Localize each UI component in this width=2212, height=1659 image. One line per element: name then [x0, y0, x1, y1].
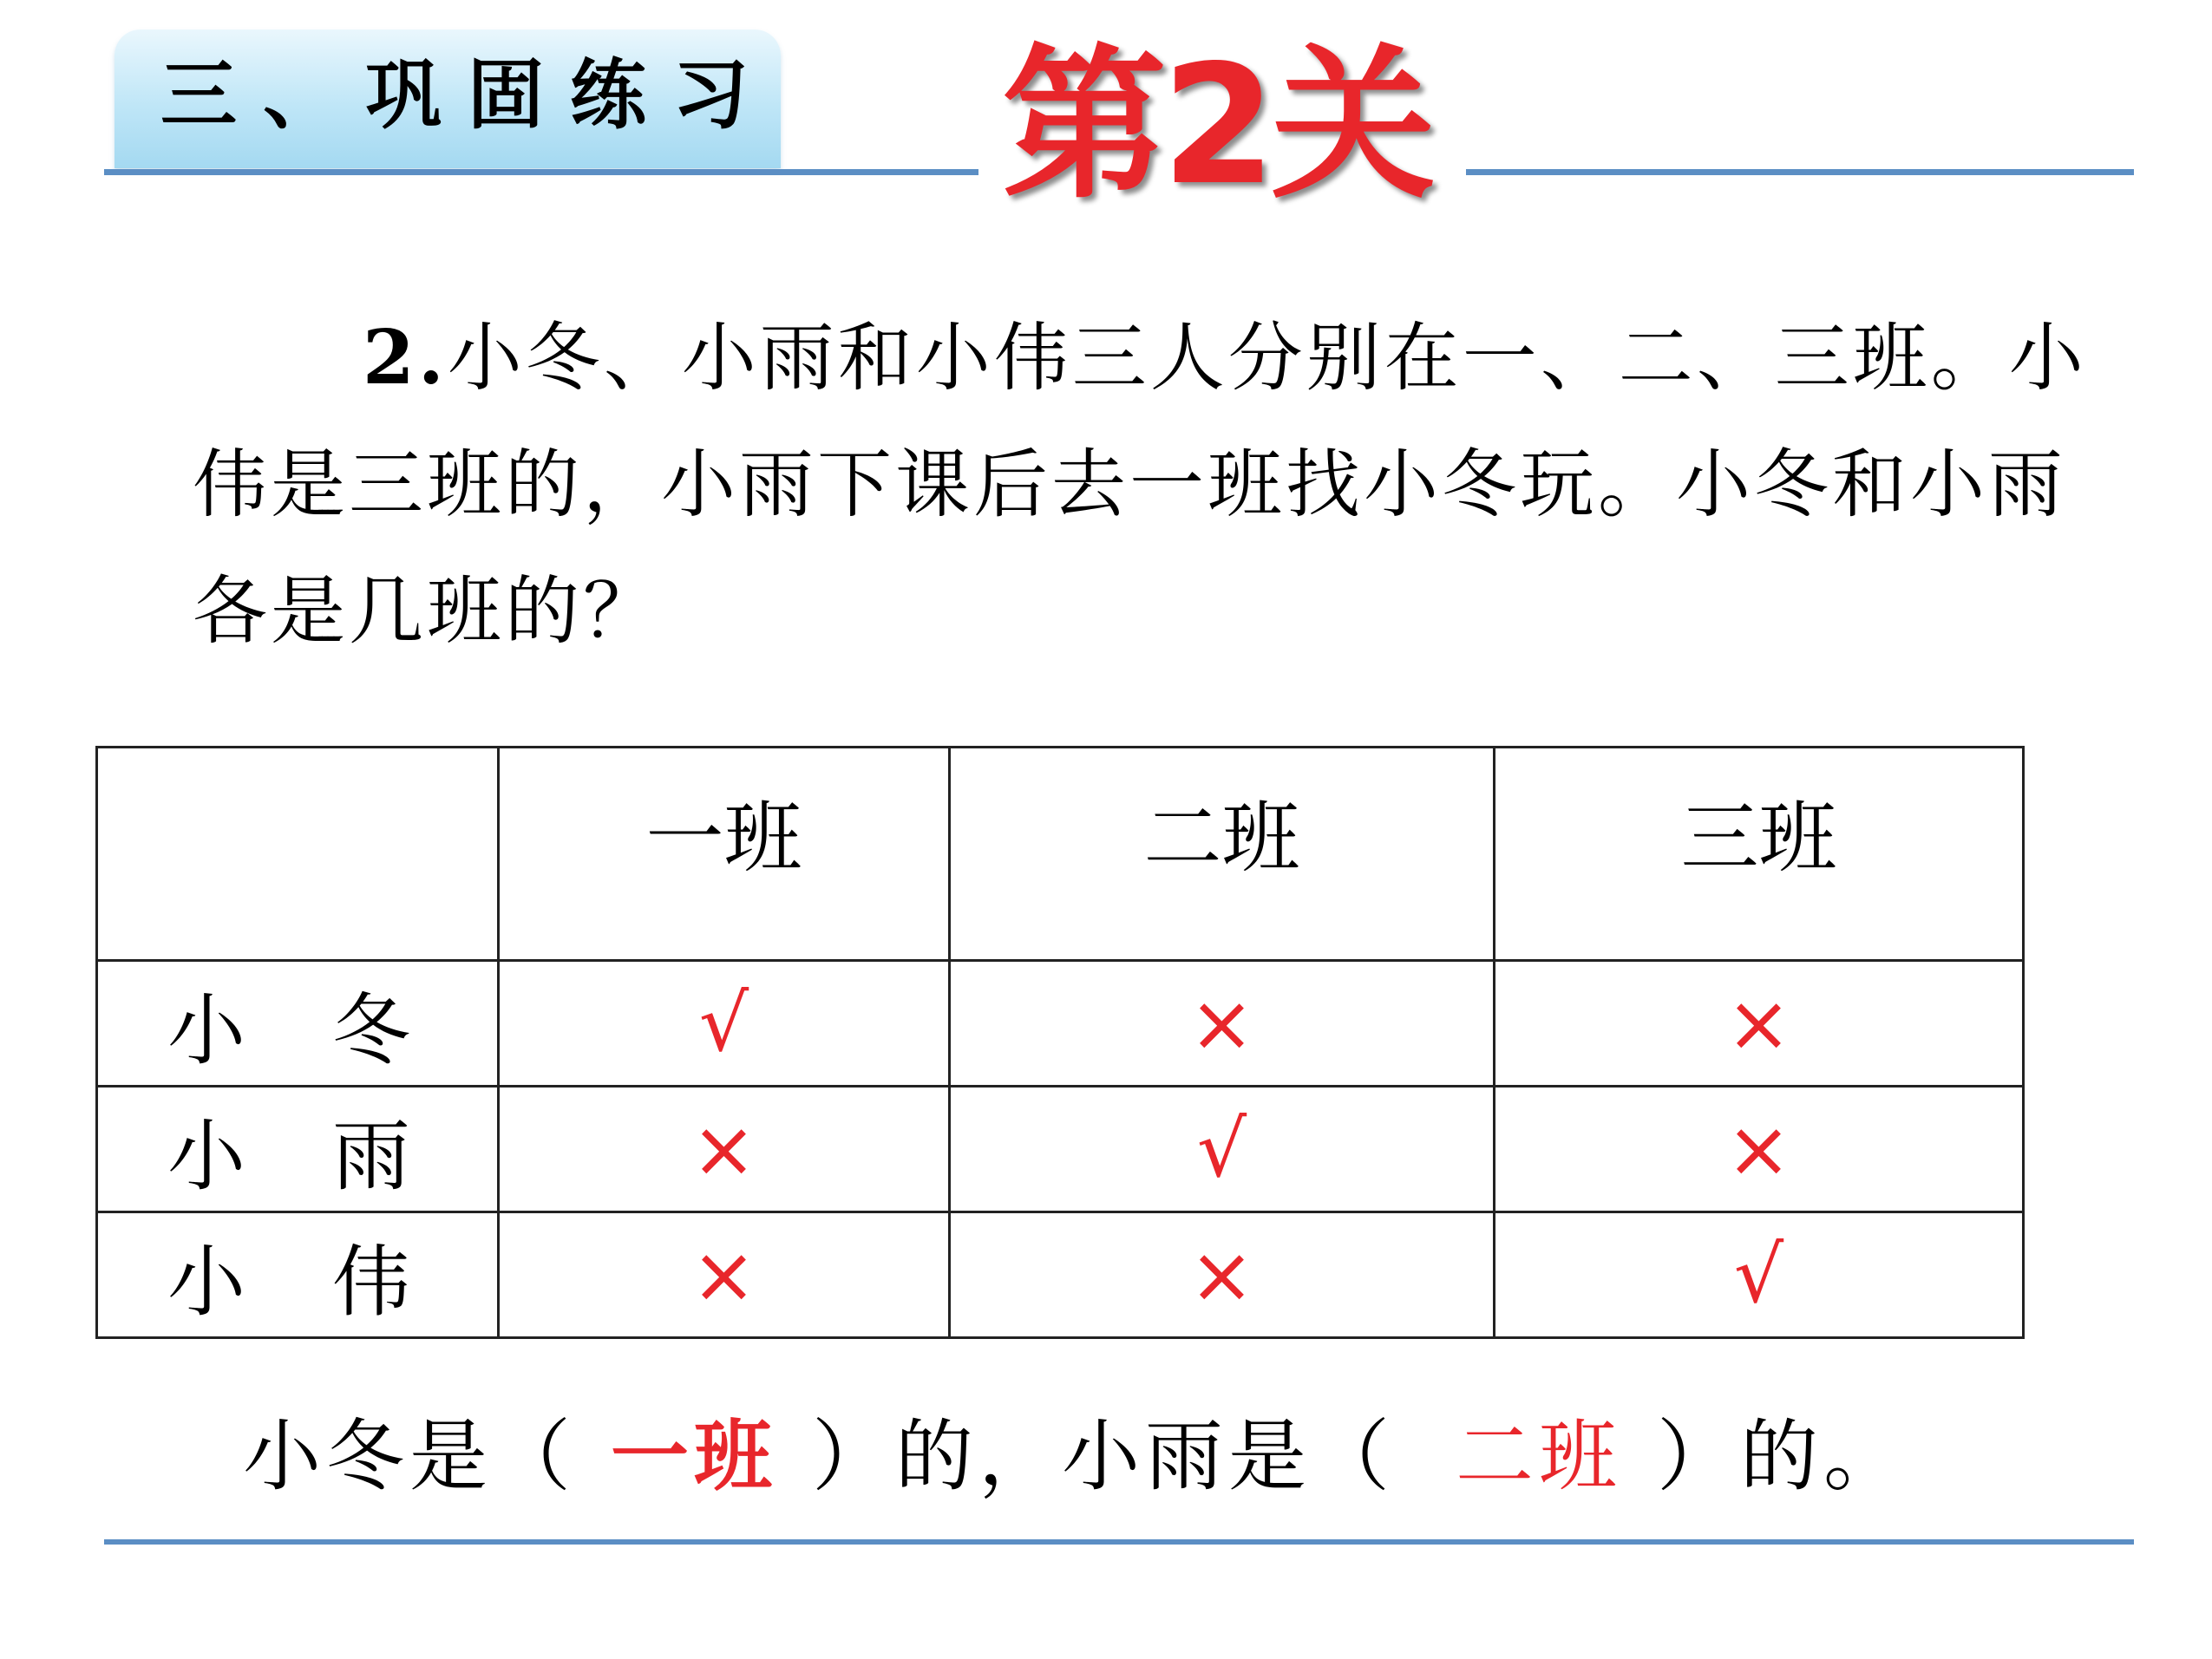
answer-text: 小冬是（: [243, 1411, 576, 1502]
table-corner-cell: [97, 748, 499, 961]
answer-sentence: [243, 1401, 1907, 1513]
answer-table: [95, 746, 2025, 1339]
header-rule-left: [104, 169, 978, 175]
question-number: 2.: [363, 314, 448, 402]
table-row: [97, 1087, 2024, 1212]
answer-text: ）的。: [1657, 1411, 1907, 1502]
mark-cell: ×: [950, 1212, 1495, 1338]
level-title: 第2关: [1002, 29, 1431, 221]
column-header: 二班: [950, 748, 1495, 961]
question-text: [193, 295, 2101, 675]
table-row: [97, 1212, 2024, 1338]
answer-blank-2: 二班: [1456, 1411, 1622, 1502]
mark-cell: √: [499, 961, 950, 1087]
column-header: 一班: [499, 748, 950, 961]
answer-blank-1: 一班: [611, 1411, 777, 1502]
footer-rule: [104, 1539, 2134, 1545]
answer-text: ）的，小雨是（: [812, 1411, 1395, 1502]
row-name: 小冬: [97, 961, 499, 1087]
mark-cell: ×: [499, 1212, 950, 1338]
row-name: 小雨: [97, 1087, 499, 1212]
mark-cell: ×: [1495, 1087, 2024, 1212]
table-row: [97, 961, 2024, 1087]
table-header-row: [97, 748, 2024, 961]
header-rule-right: [1466, 169, 2134, 175]
question-body: 小冬、小雨和小伟三人分别在一、二、三班。小伟是三班的，小雨下课后去一班找小冬玩。小冬和小雨各是几班的？: [193, 315, 2087, 655]
column-header: 三班: [1495, 748, 2024, 961]
mark-cell: ×: [499, 1087, 950, 1212]
mark-cell: √: [950, 1087, 1495, 1212]
mark-cell: ×: [1495, 961, 2024, 1087]
section-label: 三、巩固练习: [160, 50, 776, 140]
mark-cell: √: [1495, 1212, 2024, 1338]
row-name: 小伟: [97, 1212, 499, 1338]
mark-cell: ×: [950, 961, 1495, 1087]
